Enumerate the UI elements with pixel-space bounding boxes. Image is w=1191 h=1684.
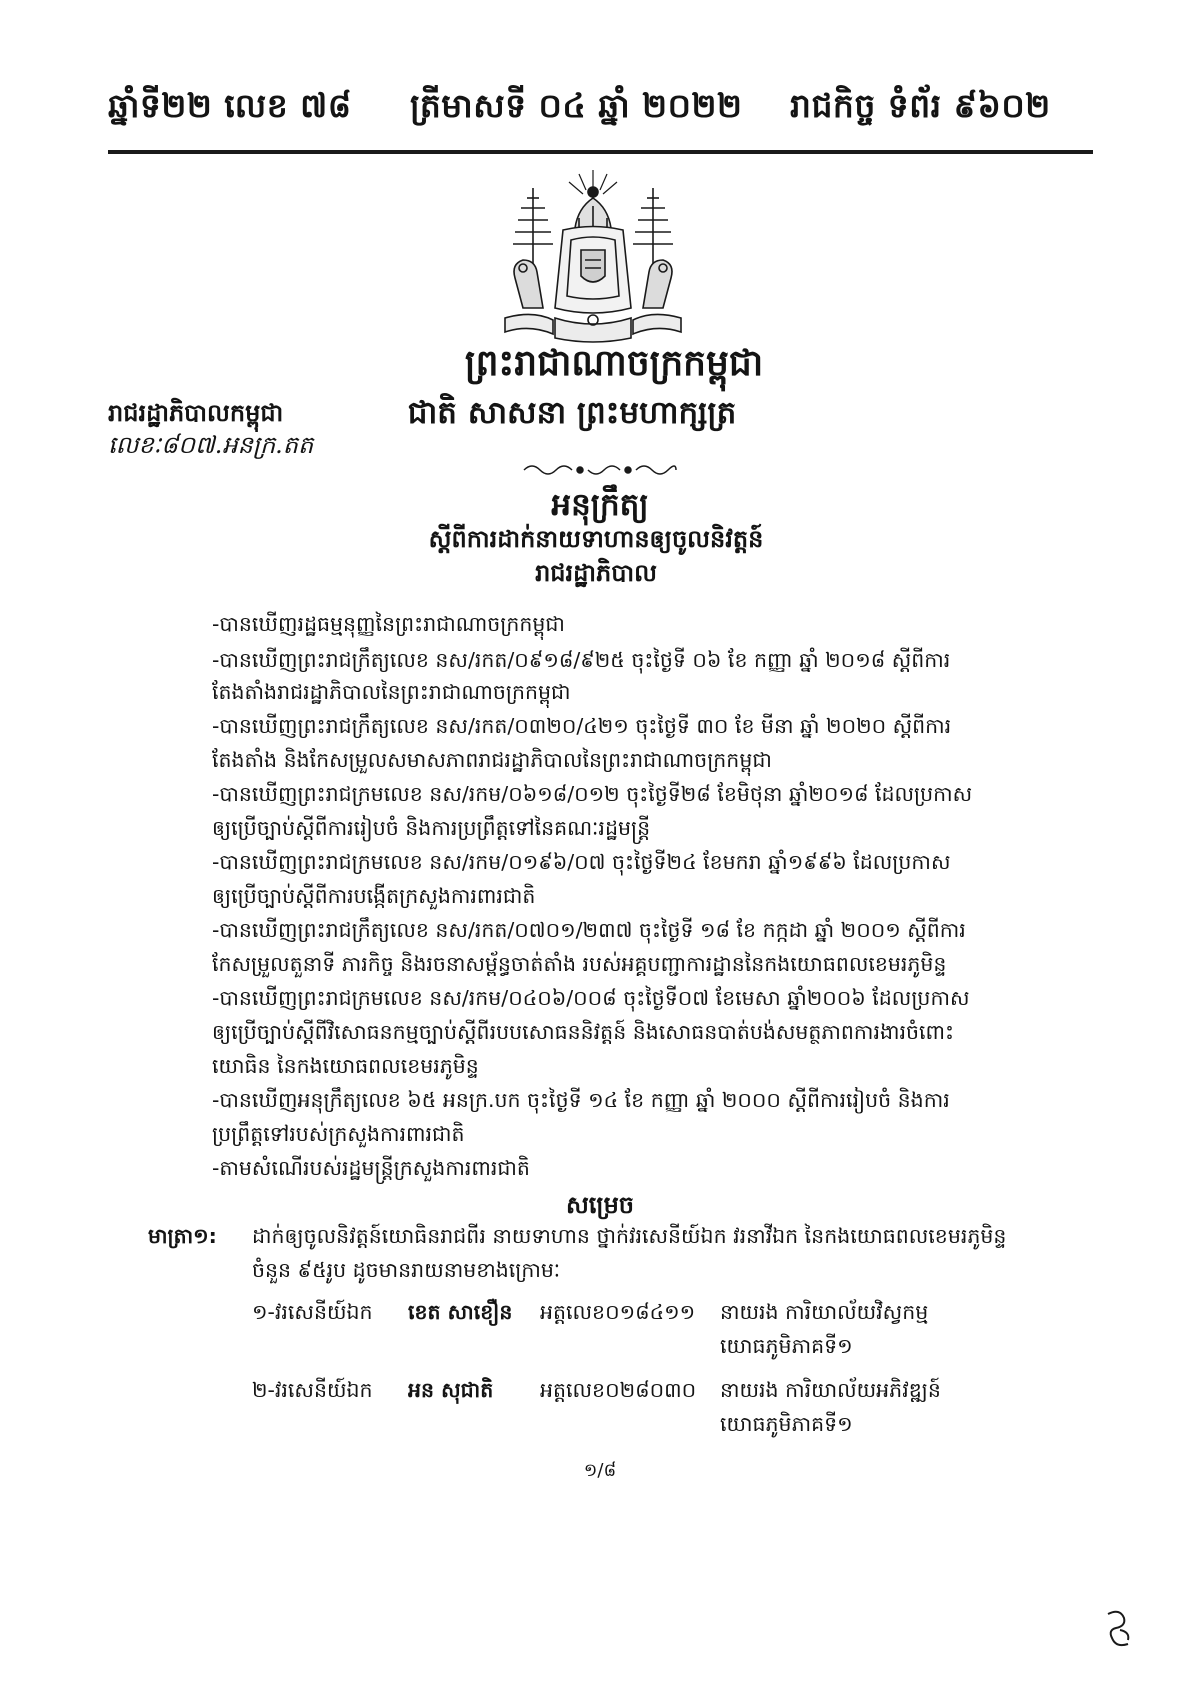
royal-coat-of-arms-icon <box>493 168 693 346</box>
personnel-id: អត្តលេខ០២៨០៣០ <box>540 1378 697 1402</box>
header-gazette-page: រាជកិច្ច ទំព័រ ៩៦០២ <box>790 86 1051 125</box>
preamble-line: កែសម្រួលតួនាទី ភារកិច្ច និងរចនាសម្ព័ន្ធចាត់តាំង របស់អគ្គបញ្ជាការដ្ឋាននៃកងយោធពលខេមរភូមិន្ទ <box>212 952 947 976</box>
preamble-line: -បានឃើញរដ្ឋធម្មនុញ្ញនៃព្រះរាជាណាចក្រកម្ពុជា <box>212 612 565 636</box>
preamble-line: -បានឃើញអនុក្រឹត្យលេខ ៦៥ អនក្រ.បក ចុះថ្ងៃទី ១៤ ខែ កញ្ញា ឆ្នាំ ២០០០ ស្តីពីការរៀបចំ និងការ <box>212 1088 950 1112</box>
kingdom-name: ព្រះរាជាណាចក្រកម្ពុជា <box>464 343 764 384</box>
preamble-line: ឲ្យប្រើច្បាប់ស្តីពីការរៀបចំ និងការប្រព្រឹត្តទៅនៃគណៈរដ្ឋមន្ត្រី <box>212 816 651 840</box>
preamble-line: -តាមសំណើរបស់រដ្ឋមន្ត្រីក្រសួងការពារជាតិ <box>212 1156 530 1180</box>
preamble-line: យោធិន នៃកងយោធពលខេមរភូមិន្ទ <box>212 1054 479 1078</box>
document-subject: ស្តីពីការដាក់នាយទាហានឲ្យចូលនិវត្តន៍ <box>428 525 764 553</box>
preamble-line: -បានឃើញព្រះរាជក្រមលេខ នស/រកម/០១៩៦/០៧ ចុះថ្ងៃទី២៤ ខែមករា ឆ្នាំ១៩៩៦ ដែលប្រកាស <box>212 850 951 874</box>
preamble-line: តែងតាំង និងកែសម្រួលសមាសភាពរាជរដ្ឋាភិបាលនៃព្រះរាជាណាចក្រកម្ពុជា <box>212 748 772 772</box>
personnel-name: ខេត សាខឿន <box>408 1300 513 1324</box>
preamble-line: តែងតាំងរាជរដ្ឋាភិបាលនៃព្រះរាជាណាចក្រកម្ពុជា <box>212 680 571 704</box>
reference-number: លេខៈ៨០៧.អនក្រ.តត <box>108 431 314 459</box>
preamble-line: ឲ្យប្រើច្បាប់ស្តីពីវិសោធនកម្មច្បាប់ស្តីពីរបបសោធននិវត្តន៍ និងសោធនបាត់បង់សមត្ថភាពការងារចំពោះ <box>212 1020 955 1044</box>
preamble-line: ឲ្យប្រើច្បាប់ស្តីពីការបង្កើតក្រសួងការពារជាតិ <box>212 884 536 908</box>
preamble-line: -បានឃើញព្រះរាជក្រឹត្យលេខ នស/រកត/០៣២០/៤២១ ចុះថ្ងៃទី ៣០ ខែ មីនា ឆ្នាំ ២០២០ ស្តីពីការ <box>212 714 952 738</box>
personnel-rank: ១-វរសេនីយ៍ឯក <box>252 1300 373 1324</box>
document-type: អនុក្រឹត្យ <box>551 487 649 523</box>
article-text: ចំនួន ៩៥រូប ដូចមានរាយនាមខាងក្រោមៈ <box>252 1258 561 1282</box>
header-year-issue: ឆ្នាំទី២២ លេខ ៧៨ <box>108 86 352 125</box>
government-name: រាជរដ្ឋាភិបាលកម្ពុជា <box>108 399 284 427</box>
preamble-line: ប្រព្រឹត្តទៅរបស់ក្រសួងការពារជាតិ <box>212 1122 465 1146</box>
initials-signature-icon <box>1100 1608 1136 1652</box>
personnel-position: នាយរង ការិយាល័យវិស្វកម្ម <box>720 1300 929 1324</box>
personnel-position: នាយរង ការិយាល័យអភិវឌ្ឍន៍ <box>720 1378 941 1402</box>
page-number: ១/៨ <box>583 1460 617 1481</box>
preamble-line: -បានឃើញព្រះរាជក្រឹត្យលេខ នស/រកត/០៩១៨/៩២៥ ចុះថ្ងៃទី ០៦ ខែ កញ្ញា ឆ្នាំ ២០១៨ ស្តីពីការ <box>212 648 951 672</box>
preamble-line: -បានឃើញព្រះរាជក្រមលេខ នស/រកម/០៦១៨/០១២ ចុះថ្ងៃទី២៨ ខែមិថុនា ឆ្នាំ២០១៨ ដែលប្រកាស <box>212 782 973 806</box>
national-motto: ជាតិ សាសនា ព្រះមហាក្សត្រ <box>407 395 737 431</box>
header-quarter: ត្រីមាសទី ០៤ ឆ្នាំ ២០២២ <box>410 86 743 125</box>
article-text: ដាក់ឲ្យចូលនិវត្តន៍យោធិនរាជពីរ នាយទាហាន ថ្នាក់វរសេនីយ៍ឯក វរនាវីឯក នៃកងយោធពលខេមរភូមិន្ទ <box>252 1224 1007 1248</box>
personnel-name: អន សុជាតិ <box>408 1378 494 1402</box>
personnel-id: អត្តលេខ០១៨៤១១ <box>540 1300 696 1324</box>
personnel-rank: ២-វរសេនីយ៍ឯក <box>252 1378 373 1402</box>
personnel-unit: យោធភូមិភាគទី១ <box>720 1334 853 1358</box>
decision-heading: សម្រេច <box>565 1191 635 1219</box>
header-rule <box>108 150 1093 154</box>
preamble-line: -បានឃើញព្រះរាជក្រឹត្យលេខ នស/រកត/០៧០១/២៣៧ ចុះថ្ងៃទី ១៨ ខែ កក្កដា ឆ្នាំ ២០០១ ស្តីពីការ <box>212 918 966 942</box>
preamble-line: -បានឃើញព្រះរាជក្រមលេខ នស/រកម/០៤០៦/០០៨ ចុះថ្ងៃទី០៧ ខែមេសា ឆ្នាំ២០០៦ ដែលប្រកាស <box>212 986 970 1010</box>
personnel-unit: យោធភូមិភាគទី១ <box>720 1412 853 1436</box>
document-issuer: រាជរដ្ឋាភិបាល <box>535 559 657 587</box>
decorative-divider-icon <box>520 462 680 478</box>
article-label: មាត្រា១: <box>148 1224 217 1248</box>
